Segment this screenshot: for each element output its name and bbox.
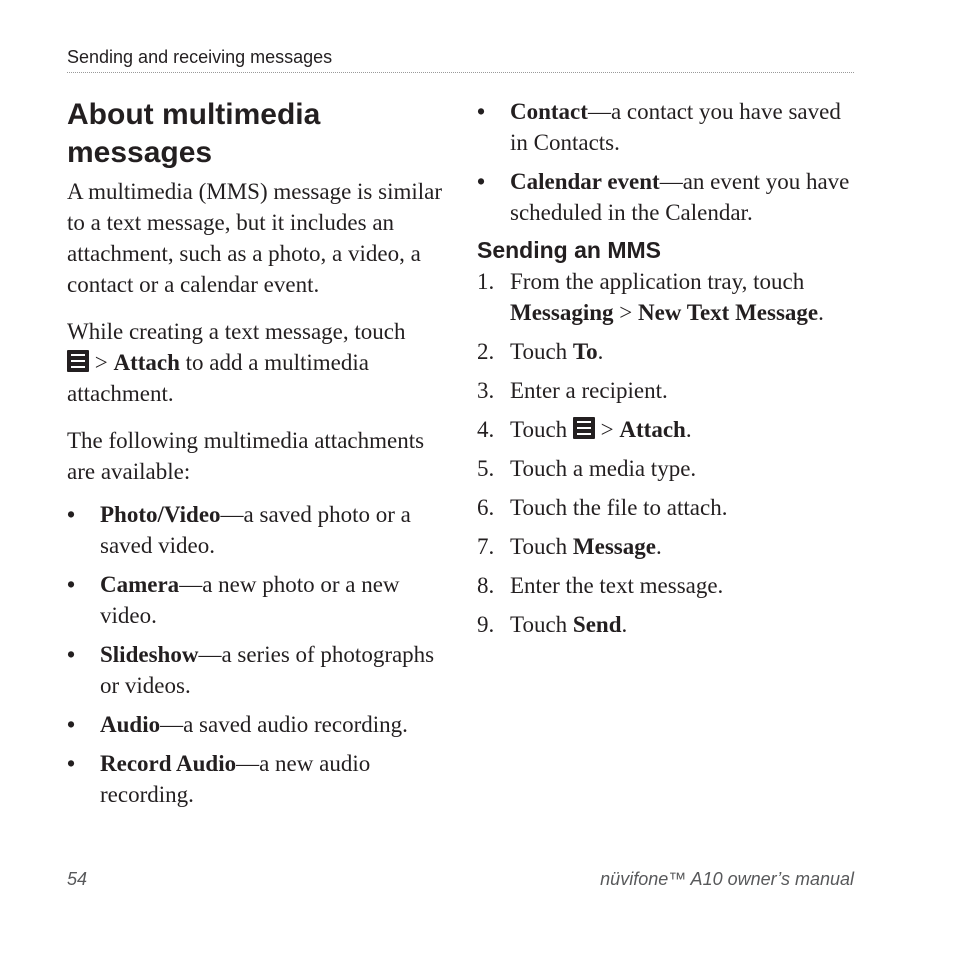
step-item — [477, 570, 857, 601]
step-text: Touch a media type. — [510, 456, 697, 481]
attachments-intro: The following multimedia attachments are available: — [67, 428, 425, 484]
step-number: 1. — [477, 269, 495, 294]
bullet: • — [67, 502, 76, 527]
steps-list — [477, 266, 857, 640]
attach-instruction-tail: to add a multimedia attachment. — [67, 350, 369, 406]
step-number: 6. — [477, 495, 495, 520]
manual-title: nüvifone™ A10 owner’s manual — [600, 869, 854, 889]
list-item — [67, 709, 442, 740]
step-tail: . — [621, 612, 628, 637]
step-text: Touch — [510, 612, 573, 637]
menu-icon — [573, 417, 595, 439]
step-tail: . — [685, 417, 692, 442]
step-tail: . — [818, 300, 824, 325]
item-desc: —a series of photographs or videos. — [100, 642, 435, 698]
item-term: Photo/Video — [100, 502, 221, 527]
step-number: 8. — [477, 573, 495, 598]
running-header: Sending and receiving messages — [67, 47, 333, 67]
step-item — [477, 609, 857, 640]
step-text: Enter a recipient. — [510, 378, 668, 403]
attachment-list-right — [477, 96, 857, 228]
step-text: From the application tray, touch — [510, 269, 805, 294]
item-term: Record Audio — [100, 751, 237, 776]
intro-paragraph: A multimedia (MMS) message is similar to a text message, but it includes an attachment, such as a photo, a video, a contact or a calendar event. — [67, 179, 442, 297]
step-item — [477, 375, 857, 406]
step-number: 9. — [477, 612, 495, 637]
step-item — [477, 453, 857, 484]
item-desc: —a saved photo or a saved video. — [100, 502, 411, 558]
left-column — [67, 96, 442, 818]
item-term: Audio — [100, 712, 161, 737]
item-term: Camera — [100, 572, 180, 597]
right-column — [477, 96, 857, 648]
step-item — [477, 531, 857, 562]
step-text: Touch — [510, 339, 573, 364]
step-text: Touch the file to attach. — [510, 495, 728, 520]
step-number: 3. — [477, 378, 495, 403]
list-item — [67, 639, 442, 701]
step-text: Enter the text message. — [510, 573, 724, 598]
step-tail: . — [655, 534, 662, 559]
item-term: Slideshow — [100, 642, 199, 667]
page-title: About multimedia messages — [67, 98, 321, 169]
step-bold: Attach — [619, 417, 686, 442]
list-item — [67, 748, 442, 810]
list-item — [477, 96, 857, 158]
item-desc: —a new photo or a new video. — [100, 572, 400, 628]
page-number: 54 — [67, 869, 88, 889]
attach-separator: > — [89, 350, 114, 375]
bullet: • — [67, 642, 76, 667]
step-bold: Send — [572, 612, 622, 637]
step-number: 2. — [477, 339, 495, 364]
step-bold: Message — [572, 534, 656, 559]
step-text: Touch — [510, 417, 568, 442]
list-item — [67, 499, 442, 561]
bullet: • — [67, 751, 76, 776]
menu-icon — [67, 350, 89, 372]
step-bold: New Text Message — [637, 300, 819, 325]
item-desc: —an event you have scheduled in the Calendar. — [510, 169, 850, 225]
step-bold: Messaging — [510, 300, 614, 325]
step-separator: > — [594, 417, 620, 442]
step-number: 7. — [477, 534, 495, 559]
header-rule — [67, 72, 854, 73]
attach-instruction — [67, 316, 442, 409]
step-item — [477, 266, 857, 328]
step-tail: . — [597, 339, 604, 364]
item-term: Contact — [510, 99, 588, 124]
list-item — [67, 569, 442, 631]
item-term: Calendar event — [510, 169, 660, 194]
list-item — [477, 166, 857, 228]
section-heading: Sending an MMS — [477, 237, 661, 263]
item-desc: —a contact you have saved in Contacts. — [510, 99, 841, 155]
bullet: • — [67, 712, 76, 737]
bullet: • — [67, 572, 76, 597]
step-item — [477, 414, 857, 445]
step-item — [477, 336, 857, 367]
step-bold: To — [572, 339, 598, 364]
attach-instruction-text: While creating a text message, touch — [67, 319, 406, 344]
step-item — [477, 492, 857, 523]
attach-label: Attach — [113, 350, 180, 375]
item-desc: —a saved audio recording. — [160, 712, 408, 737]
attachment-list-left — [67, 499, 442, 810]
step-text: Touch — [510, 534, 573, 559]
step-number: 4. — [477, 417, 495, 442]
bullet: • — [477, 169, 486, 194]
step-separator: > — [613, 300, 638, 325]
item-desc: —a new audio recording. — [100, 751, 371, 807]
step-number: 5. — [477, 456, 495, 481]
bullet: • — [477, 99, 486, 124]
